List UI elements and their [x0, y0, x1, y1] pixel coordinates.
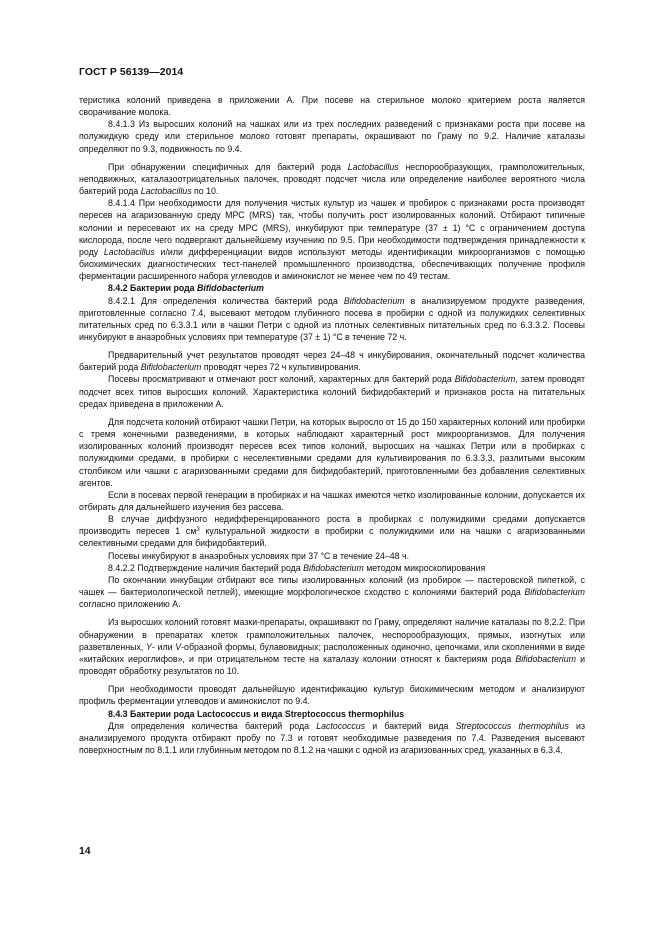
paragraph — [79, 489, 585, 513]
text-segment: 8.4.3 Бактерии рода Lactococcus и вида Streptococcus thermophilus — [108, 708, 405, 719]
paragraph — [79, 616, 585, 677]
italic-text: Bifidobacterium — [303, 562, 364, 573]
text-segment: и бактерий вида — [365, 720, 456, 731]
section-heading — [79, 708, 585, 720]
text-segment: По окончании инкубации отбирают все типы изолированных колоний (из пробирок — пастеровской пипеткой, с чашек — бактериологической петлей), имеющие морфологическое сходство с колониями бактерий рода — [79, 574, 585, 598]
paragraph — [79, 720, 585, 756]
text-segment: Посевы инкубируют в анаэробных условиях при 37 °С в течение 24–48 ч. — [108, 550, 410, 561]
superscript: 3 — [196, 527, 200, 534]
paragraph — [79, 118, 585, 154]
text-segment: Если в посевах первой генерации в пробирках и на чашках имеются четко изолированные колонии, допускается их отбирать для дальнейшего изучения без рассева. — [79, 489, 585, 512]
italic-text: Bifidobacterium — [524, 587, 585, 598]
text-segment: Из выросших колоний готовят мазки-препараты, окрашивают по Граму, определяют наличие каталазы по 8.2.2. При обнаружении в препаратах клеток грамположительных палочек, неспорообразующих, прямых, изогнутых или разветвленных, — [79, 617, 585, 652]
paragraph — [79, 550, 585, 562]
text-segment: и проводят обработку результатов по 10. — [79, 653, 585, 677]
italic-text: Lactococcus — [316, 720, 366, 731]
paragraph — [79, 416, 585, 489]
text-segment: - или — [151, 641, 176, 652]
italic-text: Bifidobacterium — [454, 374, 516, 385]
italic-text: Lactobacillus — [103, 246, 155, 257]
document-body — [79, 94, 585, 756]
paragraph — [79, 513, 585, 549]
text-segment: 8.4.1.3 Из выросших колоний на чашках или из трех последних разведений с признаками роста при посеве на полужидкую среду или стерильное молоко готовят препараты, окрашивают по Граму по 9.2. Наличие каталазы определяют по 9.3, подвижность по 9.4. — [79, 119, 585, 154]
text-segment: Предварительный учет результатов проводят через 24–48 ч инкубирования, окончательный подсчет количества бактерий рода — [79, 350, 585, 373]
paragraph — [79, 197, 585, 282]
text-segment: согласно приложению А. — [79, 599, 181, 610]
italic-text: Lactobacillus — [347, 161, 399, 172]
text-segment: При обнаружении специфичных для бактерий рода — [108, 161, 348, 172]
page-number: 14 — [79, 846, 91, 857]
paragraph — [79, 295, 585, 344]
italic-text: Lactobacillus — [140, 186, 192, 197]
text-segment: , затем проводят подсчет всех типов выросших колоний. Характеристика колоний бифидобактерий и признаков роста на питательных средах приведена в приложении А. — [79, 374, 585, 409]
italic-text: Streptococcus thermophilus — [455, 720, 569, 731]
paragraph — [79, 161, 585, 197]
text-segment: 8.4.2.1 Для определения количества бактерий рода — [108, 295, 344, 306]
text-segment: Для определения количества бактерий рода — [108, 720, 317, 731]
text-segment: -образной формы, булавовидных; расположенных одиночно, цепочками, или скоплениями в виде «китайских иероглифов», и при отрицательном тесте на каталазу колонии относят к бактериям рода — [79, 641, 585, 664]
paragraph — [79, 373, 585, 409]
italic-text: Bifidobacterium — [515, 653, 576, 664]
paragraph — [79, 94, 585, 118]
paragraph — [79, 349, 585, 373]
paragraph — [79, 562, 585, 574]
paragraph — [79, 574, 585, 610]
text-segment: культуральной жидкости в пробирки с полужидкими или на чашки с агаризованными селективными средами для бифидобактерий. — [79, 526, 585, 549]
italic-text: Bifidobacterium — [140, 362, 202, 373]
text-segment: в анализируемом продукте разведения, приготовленные согласно 7.4, высевают методом глубинного посева в пробирки с одной из полужидких селективных питательных сред по 6.3.3.1 или в чашки Петри с одной из плотных селективных питательных сред по 6.3.3.2. Посевы инкубируют в анаэробных условиях при температуре (37 ± 1) °С в течение 72 ч. — [79, 295, 585, 342]
text-segment: Для подсчета колоний отбирают чашки Петри, на которых выросло от 15 до 150 характерных колоний или пробирки с тремя конечными разведениями, в которых наблюдают характерный рост микроорганизмов. Для получения изолированных колоний производят пересев всех типов колоний, выросших на чашках Петри или в пробирках с полужидкими средами, в пробирки с неселективными средами для культивирования по 6.3.3.3, разлитыми высоким столбиком или чашки с агаризованными средами для бифидобактерий, приготовленными без добавления селективных агентов. — [79, 416, 585, 488]
text-segment: неспорообразующих, грамположительных, неподвижных, каталазоотрицательных палочек, проводят подсчет числа или определение наиболее вероятного числа бактерий рода — [79, 161, 585, 197]
text-segment: 8.4.2 Бактерии рода — [108, 283, 198, 294]
section-heading — [79, 282, 585, 294]
text-segment: из анализируемого продукта отбирают пробу по 7.3 и готовят необходимые разведения по 7.4. Разведения высевают поверхностным по 8.1.1 или глубинным методом по 8.1.2 на чашки с одной из агаризованных сред, указанных в 6.3.4. — [79, 720, 585, 755]
text-segment: и/или дифференциации видов используют методы идентификации микроорганизмов с помощью биохимических диагностических тест-панелей промышленного производства, обеспечивающих получение профиля ферментации расширенного набора углеводов и аминокислот не менее чем по 49 тестам. — [79, 246, 585, 282]
standard-header: ГОСТ Р 56139—2014 — [79, 67, 184, 78]
text-segment: В случае диффузного недифференцированного роста в пробирках с полужидкими средами допускается производить пересев 1 см — [79, 514, 585, 537]
text-segment: проводят через 72 ч культивирования. — [201, 362, 361, 373]
text-segment: методом микроскопирования — [363, 562, 486, 573]
text-segment: теристика колоний приведена в приложении А. При посеве на стерильное молоко критерием роста является сворачивание молока. — [79, 95, 585, 118]
paragraph — [79, 683, 585, 707]
text-segment: 8.4.1.4 При необходимости для получения чистых культур из чашек и пробирок с признаками роста производят пересев на агаризованную среду МРС (MRS) так, чтобы получить рост изолированных колоний. Отбирают типичные колонии и пересевают их на среду МРС (MRS), инкубируют при температуре (37 ± 1) °С с ограничением доступа кислорода, после чего подвергают дальнейшему изучению по 9.5. При необходимости подтверждения принадлежности к роду — [79, 198, 585, 257]
text-segment: 8.4.2.2 Подтверждение наличия бактерий рода — [108, 562, 304, 573]
text-segment: по 10. — [191, 186, 219, 197]
text-segment: При необходимости проводят дальнейшую идентификацию культур биохимическим методом и анализируют профиль ферментации углеводов и аминокислот по 9.4. — [79, 684, 585, 707]
text-segment: Посевы просматривают и отмечают рост колоний, характерных для бактерий рода — [108, 374, 455, 385]
italic-text: V — [175, 641, 182, 652]
italic-text: Y — [146, 641, 152, 652]
italic-text: Bifidobacterium — [343, 295, 405, 306]
italic-text: Bifidobacterium — [197, 283, 264, 294]
